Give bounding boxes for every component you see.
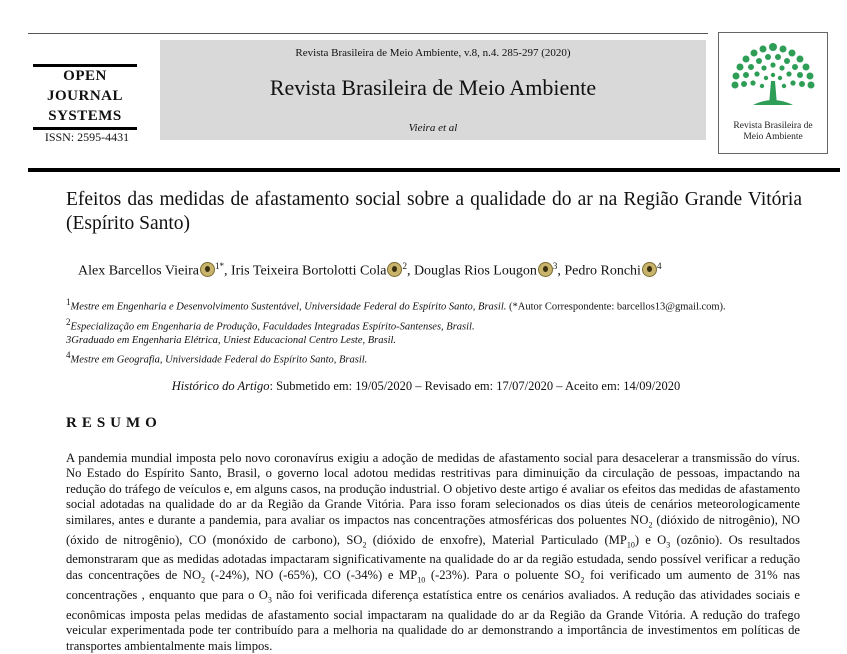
abstract-text: foi verificado um aumento de 31% nas concentrações , enquanto que para o O — [66, 567, 800, 602]
affiliations — [66, 295, 786, 368]
ojs-logo — [33, 64, 138, 144]
corresponding-contact: (*Autor Correspondente: barcellos13@gmail.com). — [506, 301, 726, 313]
abstract-heading: RESUMO — [66, 415, 162, 431]
author-name: Alex Barcellos Vieira — [78, 263, 199, 279]
affiliation-text: 3Graduado em Engenharia Elétrica, Uniest Educacional Centro Leste, Brasil. — [66, 335, 397, 346]
affiliation-mark: 4 — [66, 350, 71, 360]
orcid-icon[interactable] — [642, 262, 657, 277]
logo-caption-line-1: Revista Brasileira de — [733, 121, 813, 131]
abstract-text: (-23%). Para o poluente SO — [425, 567, 581, 582]
author-affiliation-mark: 4 — [656, 261, 662, 271]
ojs-line-3: SYSTEMS — [48, 108, 122, 124]
affiliation-4 — [66, 348, 786, 368]
affiliation-1 — [66, 295, 786, 315]
abstract-text: não foi verificada diferença estatística entre os cenários avaliados. A redução das atividades sociais e econômicas imposta pelas medidas de afastamento social impactaram na qualidade do ar da Região da Grande Vitória. A redução do trafego veicular experimentada pode ter contribuído para a melhoria na qualidade do ar demonstrando a importância de investimentos em políticas de transportes ambientalmente mais limpos. — [66, 587, 800, 653]
abstract-text: (ozônio). Os resultados demonstraram que as medidas adotadas impactaram significativamente na qualidade do ar da região estudada, sendo possível verificar a redução das concentrações de NO — [66, 532, 800, 582]
subscript: 3 — [666, 540, 671, 550]
tree-logo-icon — [719, 33, 827, 121]
affiliation-mark: 2 — [66, 316, 71, 327]
history-label: Histórico do Artigo — [171, 379, 270, 393]
orcid-icon[interactable] — [200, 262, 215, 277]
history-dates: : Submetido em: 19/05/2020 – Revisado em: 17/07/2020 – Aceito em: 14/09/2020 — [269, 379, 681, 393]
author-name: Iris Teixeira Bortolotti Cola — [230, 263, 387, 279]
orcid-icon[interactable] — [387, 262, 402, 277]
journal-title: Revista Brasileira de Meio Ambiente — [269, 75, 597, 100]
subscript: 2 — [201, 575, 206, 585]
abstract-text: (dióxido de nitrogênio), NO (óxido de nitrogênio), CO (monóxido de carbono), SO — [66, 512, 801, 547]
affiliation-text: Mestre em Geografia, Universidade Federal do Espírito Santo, Brasil. — [70, 354, 368, 366]
logo-caption — [719, 121, 827, 143]
author-list: Alex Barcellos Vieira $^{1*}$, Iris Teixeira Bortolotti Cola $^2$, Douglas Rios Lougon $^3$, Pedro Ronchi $^4$ — [78, 261, 662, 279]
abstract-body — [66, 451, 800, 654]
subscript: 10 — [626, 540, 635, 550]
subscript: 2 — [580, 575, 585, 585]
abstract-text: (dióxido de enxofre), Material Particulado (MP — [366, 532, 627, 547]
abstract-text: A pandemia mundial imposta pelo novo coronavírus exigiu a adoção de medidas de afastamento social para desacelerar a transmissão do vírus. No Estado do Espírito Santo, Brasil, o governo local adotou medidas restritivas para diminuição da circulação de pessoas, impactando na redução do tráfego de veículos e, em alguns casos, na produção industrial. O objetivo deste artigo é avaliar os efeitos das medidas de afastamento social adotadas na qualidade do ar da Região da Grande Vitória. Para isso foram selecionados os dias úteis de cenários meteorologicamente similares, antes e durante a pandemia, para avaliar os impactos nas concentrações atmosféricas dos poluentes NO — [66, 451, 800, 527]
journal-reference: Revista Brasileira de Meio Ambiente, v.8, n.4. 285-297 (2020) — [295, 47, 571, 59]
ojs-line-1: OPEN — [63, 68, 107, 84]
subscript: 2 — [648, 520, 653, 530]
article-title: Efeitos das medidas de afastamento social sobre a qualidade do ar na Região Grande Vitória (Espírito Santo) — [66, 189, 802, 234]
author-affiliation-mark: 3 — [552, 261, 558, 271]
subscript: 3 — [267, 595, 272, 605]
author-affiliation-mark: 2 — [402, 261, 407, 271]
issn: ISSN: 2595-4431 — [44, 130, 130, 144]
running-authors: Vieira et al — [408, 122, 458, 134]
affiliation-3 — [66, 334, 786, 348]
affiliation-2 — [66, 315, 786, 335]
journal-logo — [718, 32, 828, 154]
ojs-line-2: JOURNAL — [46, 88, 123, 104]
affiliation-text: Mestre em Engenharia e Desenvolvimento Sustentável, Universidade Federal do Espírito Santo, Brasil. — [70, 301, 507, 313]
header-divider — [28, 168, 840, 172]
abstract-text: ) e O — [634, 532, 667, 547]
abstract-text: (-24%), NO (-65%), CO (-34%) e MP — [205, 567, 418, 582]
article-history — [66, 379, 786, 394]
affiliation-text: Especialização em Engenharia de Produção, Faculdades Integradas Espírito-Santenses, Brasil. — [70, 321, 475, 332]
author-name: Pedro Ronchi — [564, 263, 641, 279]
affiliation-mark: 1 — [66, 297, 71, 307]
subscript: 10 — [417, 575, 426, 585]
author-name: Douglas Rios Lougon — [413, 263, 537, 279]
orcid-icon[interactable] — [538, 262, 553, 277]
author-affiliation-mark: 1* — [214, 261, 224, 271]
top-rule — [28, 33, 708, 34]
logo-caption-line-2: Meio Ambiente — [743, 132, 803, 142]
subscript: 2 — [362, 540, 367, 550]
